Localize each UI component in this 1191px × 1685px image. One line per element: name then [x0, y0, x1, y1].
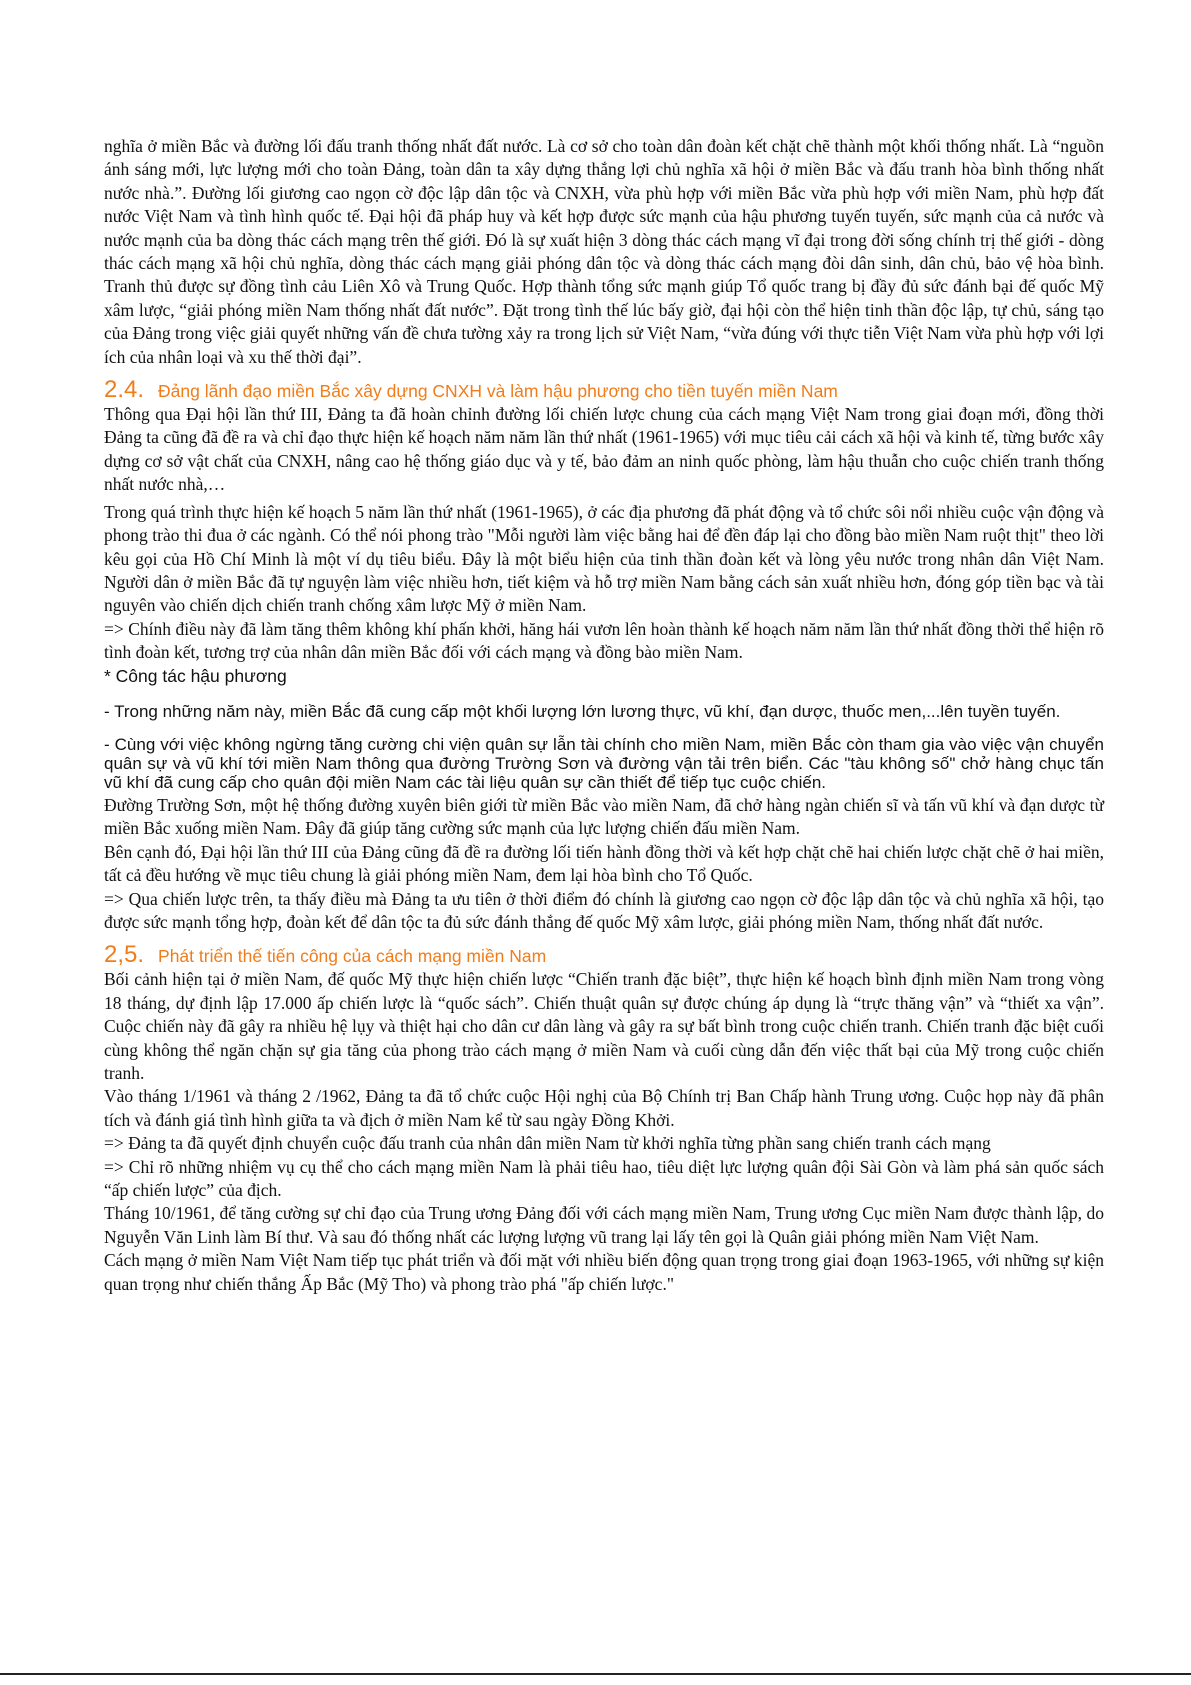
paragraph: Thông qua Đại hội lần thứ III, Đảng ta đã hoàn chỉnh đường lối chiến lược chung của cách mạng Việt Nam trong giai đoạn mới, đồng thời Đảng ta cũng đã đề ra và chỉ đạo thực hiện kế hoạch năm năm lần thứ nhất (1961-1965) với mục tiêu cải cách xã hội và kinh tế, từng bước xây dựng cơ sở vật chất của CNXH, nâng cao hệ thống giáo dục và y tế, bảo đảm an ninh quốc phòng, làm hậu thuẫn cho cuộc chiến tranh thống nhất nước nhà,…: [104, 404, 1104, 495]
paragraph: Bên cạnh đó, Đại hội lần thứ III của Đảng cũng đã đề ra đường lối tiến hành đồng thời và kết hợp chặt chẽ hai chiến lược chặt chẽ ở hai miền, tất cả đều hướng về mục tiêu chung là giải phóng miền Nam, đem lại hòa bình cho Tổ Quốc.: [104, 841, 1104, 886]
paragraph: Cách mạng ở miền Nam Việt Nam tiếp tục phát triển và đối mặt với nhiều biến động quan trọng trong giai đoạn 1963-1965, với những sự kiện quan trọng như chiến thắng Ấp Bắc (Mỹ Tho) và phong trào phá "ấp chiến lược.": [104, 1250, 1104, 1294]
bullet-item: - Trong những năm này, miền Bắc đã cung cấp một khối lượng lớn lương thực, vũ khí, đạn dược, thuốc men,...lên tuyền tuyến.: [104, 701, 1061, 721]
section-title: Phát triển thế tiến công của cách mạng miền Nam: [158, 946, 547, 967]
section-number: 2.4.: [104, 376, 145, 404]
paragraph: => Chính điều này đã làm tăng thêm không khí phấn khởi, hăng hái vươn lên hoàn thành kế hoạch năm năm lần thứ nhất đồng thời thể hiện rõ tình đoàn kết, tương trợ của nhân dân miền Bắc đối với cách mạng và đồng bào miền Nam.: [104, 618, 1104, 663]
paragraph: Tháng 10/1961, để tăng cường sự chỉ đạo của Trung ương Đảng đối với cách mạng miền Nam, Trung ương Cục miền Nam được thành lập, do Nguyễn Văn Linh làm Bí thư. Và sau đó thống nhất các lượng lượng vũ trang lại lấy tên gọi là Quân giải phóng miền Nam Việt Nam.: [104, 1203, 1104, 1247]
paragraph: => Qua chiến lược trên, ta thấy điều mà Đảng ta ưu tiên ở thời điểm đó chính là giương cao ngọn cờ độc lập dân tộc và chủ nghĩa xã hội, tạo được sức mạnh tổng hợp, đoàn kết để dân tộc ta đủ sức đánh thắng đế quốc Mỹ xâm lược, giải phóng miền Nam, thống nhất đất nước.: [104, 888, 1104, 932]
paragraph: Đường Trường Sơn, một hệ thống đường xuyên biên giới từ miền Bắc vào miền Nam, đã chở hàng ngàn chiến sĩ và tấn vũ khí và đạn dược từ miền Bắc xuống miền Nam. Đây đã giúp tăng cường sức mạnh của lực lượng chiến đấu miền Nam.: [104, 794, 1104, 839]
subheading: * Công tác hậu phương: [104, 665, 287, 686]
paragraph: Trong quá trình thực hiện kế hoạch 5 năm lần thứ nhất (1961-1965), ở các địa phương đã phát động và tổ chức sôi nổi nhiều cuộc vận động và phong trào thi đua ở các ngành. Có thể nói phong trào "Mỗi người làm việc bằng hai để đền đáp lại cho đồng bào miền Nam ruột thịt" theo lời kêu gọi của Hồ Chí Minh là một ví dụ tiêu biểu. Đây là một biểu hiện của tinh thần đoàn kết và lòng yêu nước trong nhân dân Việt Nam. Người dân ở miền Bắc đã tự nguyện làm việc nhiều hơn, tiết kiệm và hỗ trợ miền Nam bằng cách sản xuất nhiều hơn, đóng góp tiền bạc và tài nguyên vào chiến dịch chiến tranh chống xâm lược Mỹ ở miền Nam.: [104, 501, 1104, 616]
paragraph: => Chỉ rõ những nhiệm vụ cụ thể cho cách mạng miền Nam là phải tiêu hao, tiêu diệt lực lượng quân đội Sài Gòn và làm phá sản quốc sách “ấp chiến lược” của địch.: [104, 1156, 1104, 1201]
intro-paragraph: nghĩa ở miền Bắc và đường lối đấu tranh thống nhất đất nước. Là cơ sở cho toàn dân đoàn kết chặt chẽ thành một khối thống nhất. Là “nguồn ánh sáng mới, lực lượng mới cho toàn Đảng, toàn dân ta xây dựng thắng lợi chủ nghĩa xã hội ở miền Bắc và đấu tranh hòa bình thống nhất nước nhà.”. Đường lối giương cao ngọn cờ độc lập dân tộc và CNXH, vừa phù hợp với miền Bắc vừa phù hợp với miền Nam, phù hợp đất nước Việt Nam và tình hình quốc tế. Đại hội đã pháp huy và kết hợp được sức mạnh của hậu phương tuyến tuyến, sức mạnh của cả nước và nước mạnh của ba dòng thác cách mạng trên thế giới. Đó là sự xuất hiện 3 dòng thác cách mạng vĩ đại trong đời sống chính trị thế giới - dòng thác cách mạng xã hội chủ nghĩa, dòng thác cách mạng giải phóng dân tộc và dòng thác cách mạng đòi dân sinh, dân chủ, bảo vệ hòa bình. Tranh thủ được sự đồng tình cảu Liên Xô và Trung Quốc. Hợp thành tổng sức mạnh giúp Tổ quốc trang bị đầy đủ sức đánh bại đế quốc Mỹ xâm lược, “giải phóng miền Nam thống nhất đất nước”. Đặt trong tình thế lúc bấy giờ, đại hội còn thể hiện tinh thần độc lập, tự chủ, sáng tạo của Đảng trong việc giải quyết những vấn đề chưa tường xảy ra trong lịch sử Việt Nam, “vừa đúng với thực tiễn Việt Nam vừa phù hợp với lợi ích của nhân loại và xu thế thời đại”.: [104, 136, 1104, 367]
paragraph: => Đảng ta đã quyết định chuyển cuộc đấu tranh của nhân dân miền Nam từ khởi nghĩa từng phần sang chiến tranh cách mạng: [104, 1133, 991, 1154]
section-heading-2-5: [104, 943, 1104, 968]
section-heading-2-4: [104, 378, 1104, 403]
page-bottom-rule: [0, 1673, 1191, 1675]
paragraph: Bối cảnh hiện tại ở miền Nam, đế quốc Mỹ thực hiện chiến lược “Chiến tranh đặc biệt”, thực hiện kế hoạch bình định miền Nam trong vòng 18 tháng, dự định lập 17.000 ấp chiến lược là “quốc sách”. Chiến thuật quân sự được chúng áp dụng là “trực thăng vận” và “thiết xa vận”. Cuộc chiến này đã gây ra nhiều hệ lụy và thiệt hại cho dân cư dân làng và gây ra sự bất bình trong cuộc chiến tranh. Chiến tranh đặc biệt cuối cùng không thể ngăn chặn sự gia tăng của phong trào cách mạng ở miền Nam và cuối cùng dẫn đến việc thất bại của Mỹ trong cuộc chiến tranh.: [104, 969, 1104, 1083]
bullet-item: - Cùng với việc không ngừng tăng cường chi viện quân sự lẫn tài chính cho miền Nam, miền Bắc còn tham gia vào việc vận chuyển quân sự và vũ khí tới miền Nam thông qua đường Trường Sơn và đường vận tải trên biển. Các "tàu không số" chở hàng chục tấn vũ khí đã cung cấp cho quân đội miền Nam các tài liệu quân sự cần thiết để tiếp tục cuộc chiến.: [104, 734, 1104, 792]
section-title: Đảng lãnh đạo miền Bắc xây dựng CNXH và làm hậu phương cho tiền tuyến miền Nam: [158, 381, 838, 402]
document-page: [104, 135, 1104, 1296]
paragraph: Vào tháng 1/1961 và tháng 2 /1962, Đảng ta đã tổ chức cuộc Hội nghị của Bộ Chính trị Ban Chấp hành Trung ương. Cuộc họp này đã phân tích và đánh giá tình hình giữa ta và địch ở miền Nam kể từ sau ngày Đồng Khởi.: [104, 1086, 1104, 1130]
section-number: 2,5.: [104, 941, 145, 969]
